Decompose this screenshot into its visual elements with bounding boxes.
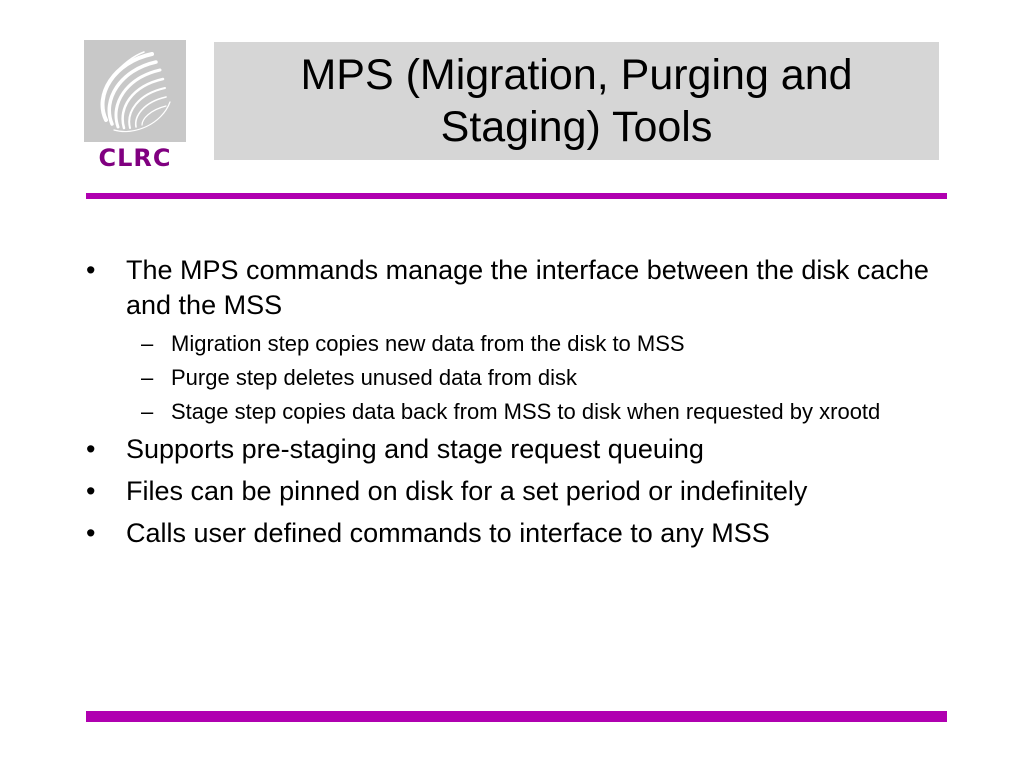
bullet-item bbox=[86, 432, 936, 467]
slide-content bbox=[86, 253, 936, 558]
sub-bullet-text: Stage step copies data back from MSS to disk when requested by xrootd bbox=[171, 399, 881, 424]
sub-bullet-marker: – bbox=[141, 365, 154, 390]
sub-bullet-item bbox=[86, 398, 936, 426]
sub-bullet-text: Migration step copies new data from the disk to MSS bbox=[171, 331, 685, 356]
sub-bullet-marker: – bbox=[141, 331, 154, 356]
clrc-logo bbox=[84, 40, 186, 173]
sub-bullet-item bbox=[86, 364, 936, 392]
sub-bullet-item bbox=[86, 330, 936, 358]
sub-bullet-marker: – bbox=[141, 399, 154, 424]
bullet-item bbox=[86, 253, 936, 323]
bullet-text: Supports pre-staging and stage request queuing bbox=[126, 434, 704, 464]
globe-swirl-icon bbox=[84, 40, 186, 142]
bullet-text: The MPS commands manage the interface between the disk cache and the MSS bbox=[126, 255, 929, 320]
bottom-divider bbox=[86, 711, 947, 722]
bullet-text: Calls user defined commands to interface to any MSS bbox=[126, 518, 770, 548]
bullet-marker: • bbox=[86, 434, 96, 464]
title-banner bbox=[214, 42, 939, 160]
logo-text: CLRC bbox=[98, 144, 172, 172]
bullet-marker: • bbox=[86, 518, 96, 548]
top-divider bbox=[86, 193, 947, 199]
logo-emblem bbox=[84, 40, 186, 142]
bullet-marker: • bbox=[86, 476, 96, 506]
sub-bullet-text: Purge step deletes unused data from disk bbox=[171, 365, 578, 390]
bullet-marker: • bbox=[86, 255, 96, 285]
bullet-item bbox=[86, 516, 936, 551]
bullet-item bbox=[86, 474, 936, 509]
sub-list bbox=[86, 330, 936, 426]
bullet-text: Files can be pinned on disk for a set period or indefinitely bbox=[126, 476, 808, 506]
page-title: MPS (Migration, Purging and Staging) Tools bbox=[300, 51, 853, 151]
